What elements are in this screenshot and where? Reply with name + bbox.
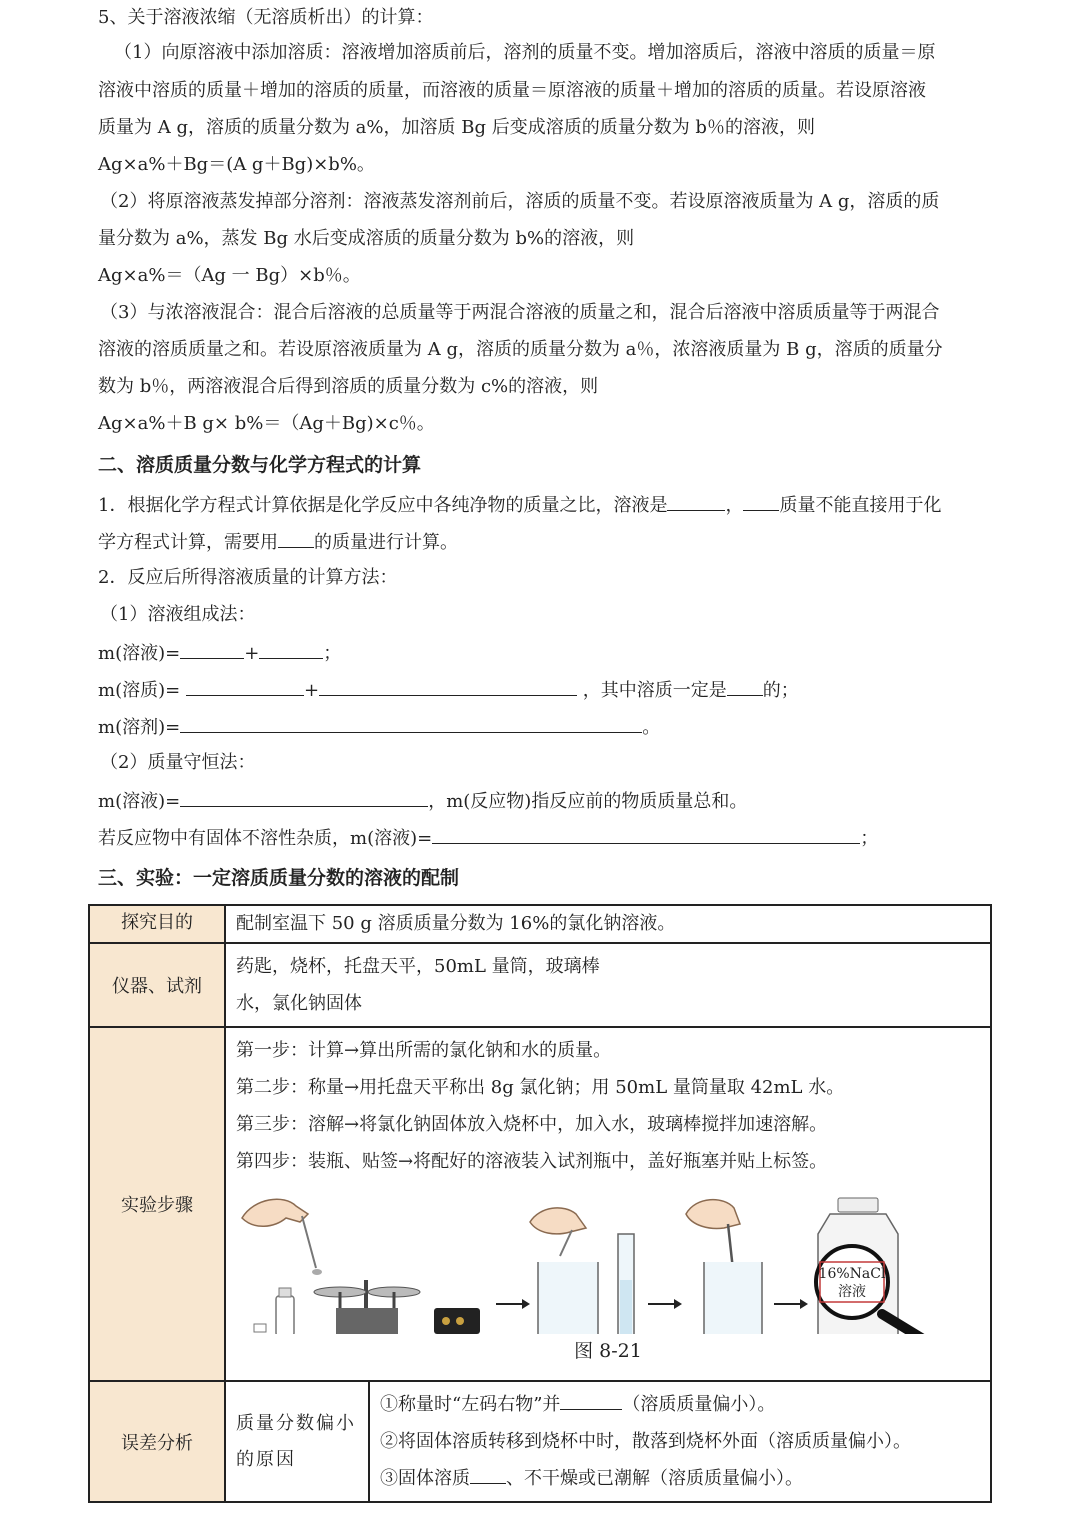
step-item: 第二步：称量→用托盘天平称出 8g 氯化钠；用 50mL 量筒量取 42mL 水。 — [236, 1077, 845, 1098]
arrow-right-icon — [522, 1299, 530, 1309]
step-item: 第四步：装瓶、贴签→将配好的溶液装入试剂瓶中，盖好瓶塞并贴上标签。 — [236, 1151, 828, 1172]
formula-line: Ag×a%＋B g× b%＝（Ag＋Bg)×c％。 — [98, 413, 435, 434]
weight-icon — [254, 1324, 266, 1332]
answer-blank[interactable] — [180, 640, 244, 659]
formula-mass-conservation: m(溶液)= ，m(反应物)指反应前的物质质量总和。 — [98, 788, 747, 814]
error-item: ③固体溶质 、不干燥或已潮解（溶质质量偏小）。 — [380, 1460, 980, 1497]
beaker-icon — [538, 1262, 598, 1334]
text-line: （2）将原溶液蒸发掉部分溶剂：溶液蒸发溶剂前后，溶质的质量不变。若设原溶液质量为 A g，溶质的质 — [100, 191, 940, 212]
experiment-illustration — [234, 1184, 934, 1334]
bottle-label-text: 16%NaCl — [818, 1266, 886, 1282]
question-2: 2．反应后所得溶液质量的计算方法： — [98, 567, 398, 588]
answer-blank[interactable] — [432, 825, 860, 844]
answer-blank[interactable] — [470, 1465, 506, 1484]
text-line: 质量为 A g，溶质的质量分数为 a%，加溶质 Bg 后变成溶质的质量分数为 b％的溶液，则 — [98, 117, 815, 138]
text-line: （1）向原溶液中添加溶质：溶液增加溶质前后，溶剂的质量不变。增加溶质后，溶液中溶质的质量＝原 — [114, 42, 936, 63]
weights-box-icon — [442, 1317, 450, 1325]
question-1-line-1: 1．根据化学方程式计算依据是化学反应中各纯净物的质量之比，溶液是 ， 质量不能直接用于化 — [98, 492, 941, 518]
table-row — [89, 905, 991, 943]
text-line: （3）与浓溶液混合：混合后溶液的总质量等于两混合溶液的质量之和，混合后溶液中溶质质量等于两混合 — [100, 302, 940, 323]
section-2-heading: 二、溶质质量分数与化学方程式的计算 — [98, 454, 422, 476]
purpose-text: 配制室温下 50 g 溶质质量分数为 16%的氯化钠溶液。 — [236, 913, 676, 934]
bottle-label-text: 溶液 — [838, 1284, 866, 1300]
reagent-bottle-icon — [276, 1296, 294, 1334]
formula-solution-mass: m(溶液)= + ； — [98, 640, 341, 666]
experiment-table — [88, 904, 992, 1503]
table-row — [89, 1027, 991, 1381]
step-item: 第一步：计算→算出所需的氯化钠和水的质量。 — [236, 1040, 612, 1061]
reagent-bottle-icon — [838, 1198, 878, 1212]
graduated-cylinder-icon — [620, 1280, 632, 1334]
formula-line: Ag×a%＋Bg＝(A g＋Bg)×b%。 — [98, 154, 375, 175]
table-row — [89, 943, 991, 1027]
formula-solute-mass: m(溶质)= + ，其中溶质一定是 的； — [98, 677, 799, 703]
table-row — [89, 1381, 991, 1502]
method-1-title: （1）溶液组成法： — [100, 604, 256, 625]
answer-blank[interactable] — [560, 1391, 622, 1410]
error-list — [370, 1382, 990, 1501]
error-item: ②将固体溶质转移到烧杯中时，散落到烧杯外面（溶质质量偏小）。 — [380, 1431, 911, 1452]
steps-label: 实验步骤 — [89, 1027, 225, 1381]
step-item: 第三步：溶解→将氯化钠固体放入烧杯中，加入水，玻璃棒搅拌加速溶解。 — [236, 1114, 828, 1135]
error-cause-text: 质量分数偏小 的原因 — [236, 1412, 356, 1470]
reagent-bottle-icon — [279, 1288, 291, 1297]
steps-list — [226, 1028, 990, 1184]
beaker-icon — [704, 1262, 762, 1334]
formula-with-impurity: 若反应物中有固体不溶性杂质，m(溶液)= ； — [98, 825, 878, 851]
answer-blank[interactable] — [186, 677, 304, 696]
method-2-title: （2）质量守恒法： — [100, 752, 256, 773]
error-item: ①称量时“左码右物”并 （溶质质量偏小）。 — [380, 1386, 980, 1423]
text-line: 量分数为 a%，蒸发 Bg 水后变成溶质的质量分数为 b%的溶液，则 — [98, 228, 635, 249]
hand-icon — [686, 1200, 740, 1229]
hand-icon — [530, 1208, 586, 1234]
answer-blank[interactable] — [278, 529, 314, 548]
hand-icon — [242, 1199, 308, 1226]
answer-blank[interactable] — [180, 714, 642, 733]
magnifier-icon — [816, 1246, 888, 1318]
text-line: 数为 b％，两溶液混合后得到溶质的质量分数为 c%的溶液，则 — [98, 376, 599, 397]
balance-icon — [336, 1308, 398, 1334]
text-line: 溶液的溶质质量之和。若设原溶液质量为 A g，溶质的质量分数为 a％，浓溶液质量为 B g，溶质的质量分 — [98, 339, 943, 360]
arrow-right-icon — [800, 1299, 808, 1309]
equipment-label: 仪器、试剂 — [89, 943, 225, 1027]
error-analysis-label: 误差分析 — [89, 1381, 225, 1502]
spoon-icon — [312, 1269, 322, 1275]
arrow-right-icon — [674, 1299, 682, 1309]
weights-box-icon — [456, 1317, 464, 1325]
section-3-heading: 三、实验：一定溶质质量分数的溶液的配制 — [98, 867, 460, 889]
spoon-icon — [302, 1216, 316, 1268]
section-5-title: 5、关于溶液浓缩（无溶质析出）的计算： — [98, 7, 434, 28]
formula-solvent-mass: m(溶剂)= 。 — [98, 714, 660, 740]
answer-blank[interactable] — [667, 492, 725, 511]
answer-blank[interactable] — [743, 492, 779, 511]
answer-blank[interactable] — [727, 677, 763, 696]
figure-caption: 图 8-21 — [574, 1340, 642, 1362]
question-1-line-2: 学方程式计算，需要用 的质量进行计算。 — [98, 529, 458, 555]
purpose-label: 探究目的 — [89, 905, 225, 943]
answer-blank[interactable] — [259, 640, 323, 659]
answer-blank[interactable] — [180, 788, 428, 807]
answer-blank[interactable] — [319, 677, 577, 696]
formula-line: Ag×a%＝（Ag 一 Bg）×b％。 — [98, 265, 361, 286]
text-line: 溶液中溶质的质量＋增加的溶质的质量，而溶液的质量＝原溶液的质量＋增加的溶质的质量。若设原溶液 — [98, 80, 926, 101]
equipment-text: 药匙，烧杯，托盘天平，50mL 量筒，玻璃棒 水，氯化钠固体 — [236, 956, 600, 1014]
